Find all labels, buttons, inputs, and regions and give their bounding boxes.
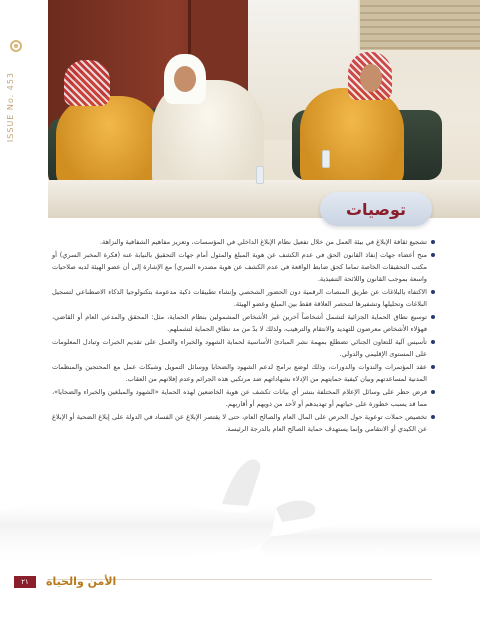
magazine-name: الأمن والحياة (46, 575, 117, 588)
recommendation-item: تشجيع ثقافة الإبلاغ في بيئة العمل من خلال تفعيل نظام الإبلاغ الداخلي في المؤسسات، وتعزيز مفاهيم الشفافية والنزاهة. (52, 236, 436, 248)
recommendations-list (52, 236, 436, 436)
recommendation-item: تأسيس آلية للتعاون الجنائي تضطلع بمهمة نشر المبادئ الأساسية لحماية الشهود والخبراء والعمل على تقديم الخبرات وتبادل المعلومات على المستوى الإقليمي والدولي. (52, 336, 436, 360)
recommendation-item: توسيع نطاق الحماية الجزائية لتشمل أشخاصاً آخرين غير الأشخاص المشمولين بنظام الحماية، مثل: المحقق والمدعي العام أو القاضي، فهؤلاء الأشخاص معرضون للتهديد والانتقام والترهيب، ولذلك لا بدّ من مد نطاق الحماية لتشملهم. (52, 311, 436, 335)
hands-graphic (0, 440, 480, 590)
photo-person-left (56, 96, 162, 192)
photo-person-middle-face (174, 66, 196, 92)
recommendation-item: عقد المؤتمرات والندوات والدورات، وذلك لوضع برامج لدعم الشهود والضحايا ووسائل التمويل وشبكات عمل مع المحتجين والمنظمات المدنية لمساعدتهم وبيان كيفية حمايتهم من الإدلاء بشهاداتهم ضد مرتكبي هذه الجرائم وعدم إفلاتهم من العقاب. (52, 361, 436, 385)
photo-person-left-ghutra (64, 60, 110, 106)
section-heading: توصيات (320, 192, 432, 226)
recommendation-item: تخصيص حملات توعوية حول الحرص على المال العام والصالح العام، حتى لا يقتصر الإبلاغ عن الفساد في الدولة على إبلاغ الضحية أو الإبلاغ عن الكيدي أو الانتقامي وإنما يستهدف حماية الصالح العام بالدرجة الرئيسة. (52, 411, 436, 435)
hands-illustration (0, 440, 480, 590)
recommendation-item: فرض حظر على وسائل الإعلام المختلفة بنشر أي بيانات تكشف عن هوية الخاضعين لهذه الحماية «الشهود والمبلغين والخبراء والضحايا»، مما قد يسبب خطورة على حياتهم أو تهديدهم أو لأحد من ذويهم أو أقاربهم. (52, 386, 436, 410)
issue-label: ISSUE No. 453 (6, 72, 15, 143)
photo-curtain (360, 0, 480, 50)
side-margin (0, 0, 48, 617)
recommendation-item: الاكتفاء بالبلاغات عن طريق المنصات الرقمية دون الحضور الشخصي وإنشاء تطبيقات ذكية مدعومة بتكنولوجيا الذكاء الاصطناعي لتسجيل البلاغات وتحليلها وتشفيرها لتنحصر العلاقة فقط بين المبلغ وعضو الهيئة. (52, 286, 436, 310)
photo-person-right-face (360, 64, 382, 92)
photo-water-bottle (322, 150, 330, 168)
emblem-icon (10, 40, 22, 52)
meeting-photo (48, 0, 480, 218)
recommendation-item: منح أعضاء جهات إنفاذ القانون الحق في عدم الكشف عن هوية المبلغ والمثول أمام جهات التحقيق بالنيابة عنه (فكرة المخبر السري) أو مكتب التحقيقات الخاصة تماما كحق ضابط الواقعة في عدم الكشف عن هوية مصدره السري) مع الإشارة إلى أن عضو الهيئة لديه صلاحيات واسعة بموجب القانون واللائحة التنفيذية. (52, 249, 436, 285)
photo-person-right (300, 88, 404, 192)
photo-water-bottle (256, 166, 264, 184)
page-number: ٢١ (14, 576, 36, 588)
